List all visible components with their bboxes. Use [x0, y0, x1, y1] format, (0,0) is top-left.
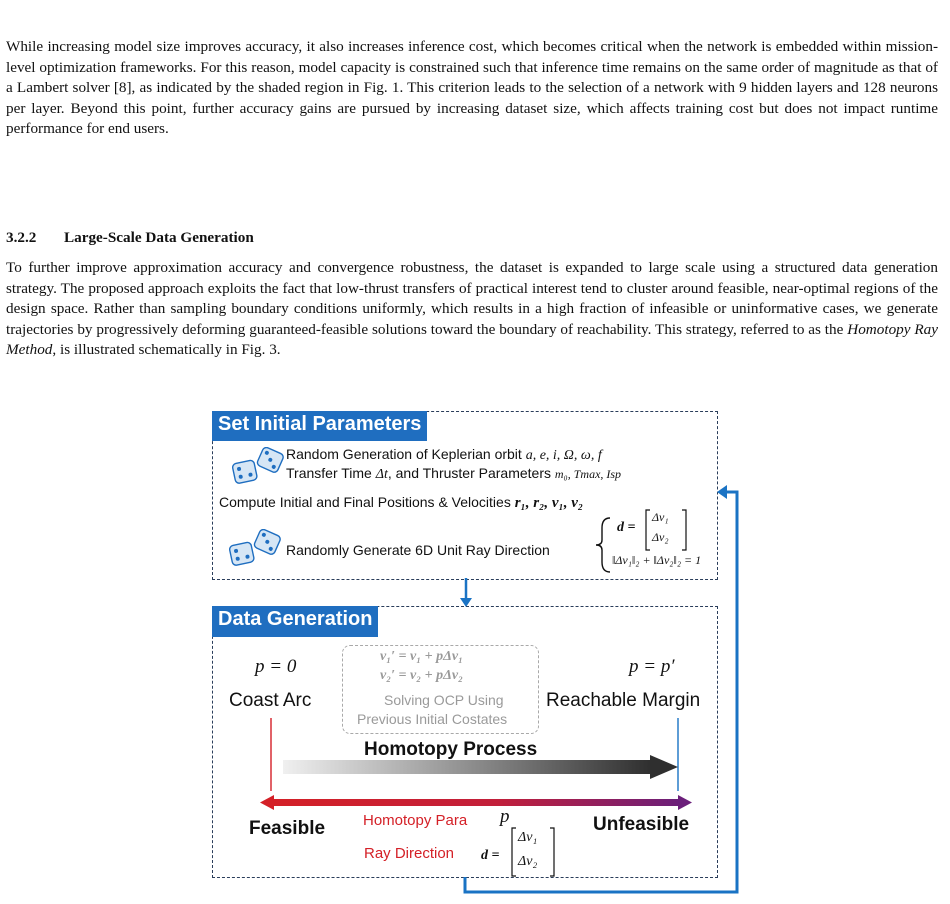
ocp-equation-1: v₁′ = v₁ + pΔv₁ [380, 649, 463, 664]
d-label: d = [617, 520, 636, 535]
paragraph-2-text: To further improve approximation accuracy and convergence robustness, the dataset is expanded to large scale using a structured data generation strategy. The proposed approach exploits the fact that low-thrust transfers of practical interest tend to cluster around feasible, near-optimal regions of the design space. Rather than sampling boundary conditions uniformly, which results in a high fraction of infeasible or uninformative cases, we generate trajectories by progressively deforming guaranteed-feasible solutions toward the boundary of reachability. This strategy, referred to as the [6, 259, 938, 338]
paragraph-2 [6, 258, 938, 361]
thruster-math: m₀, Tmax, Isp [554, 467, 622, 481]
set-initial-parameters-header: Set Initial Parameters [212, 411, 427, 441]
norm-equation: ‖Δv₁‖₂ + ‖Δv₂‖₂ = 1 [612, 553, 702, 567]
ray-direction-line: Randomly Generate 6D Unit Ray Direction [286, 542, 550, 558]
transfer-time-text: Transfer Time [286, 465, 372, 481]
d-top: Δv₁ [652, 510, 669, 524]
compute-math: r₁, r₂, v₁, v₂ [514, 495, 584, 511]
transfer-time-math: Δt [375, 467, 388, 482]
keplerian-math: a, e, i, Ω, ω, f [525, 448, 602, 463]
section-number: 3.2.2 [6, 229, 37, 246]
dice-icon [229, 529, 281, 569]
feedback-loop-arrow [455, 480, 745, 900]
homotopy-process-label: Homotopy Process [364, 739, 538, 760]
method-name: Homotopy Ray Method [6, 320, 938, 359]
unfeasible-label: Unfeasible [593, 814, 690, 835]
section-heading [6, 229, 254, 247]
ocp-text-1: Solving OCP Using [384, 692, 504, 708]
section-title: Large-Scale Data Generation [64, 229, 254, 246]
paragraph-2-tail: , is illustrated schematically in Fig. 3. [52, 341, 281, 359]
dice-icon [232, 447, 284, 487]
p-symbol: p [500, 806, 510, 827]
keplerian-line [286, 446, 602, 464]
d2-label: d = [481, 848, 500, 863]
ocp-text-2: Previous Initial Costates [357, 711, 508, 727]
d2-top: Δv₁ [518, 830, 538, 845]
data-generation-header: Data Generation [212, 606, 378, 637]
d2-bottom: Δv₂ [518, 854, 538, 869]
thruster-text: , and Thruster Parameters [387, 465, 551, 481]
p-zero: p = 0 [255, 656, 297, 677]
feasible-label: Feasible [249, 818, 326, 839]
ray-direction-label: Ray Direction [364, 845, 455, 862]
ocp-equation-2: v₂′ = v₂ + pΔv₂ [380, 668, 463, 683]
keplerian-text: Random Generation of Keplerian orbit [286, 446, 522, 462]
d-bottom: Δv₂ [652, 530, 669, 544]
paragraph-1: While increasing model size improves accuracy, it also increases inference cost, which becomes critical when the network is embedded within mission-level optimization frameworks. For this reason, model capacity is constrained such that inference time remains on the same order of magnitude as that of a Lambert solver [8], as indicated by the shaded region in Fig. 1. This criterion leads to the selection of a network with 9 hidden layers and 128 neurons per layer. Beyond this point, further accuracy gains are pursued by increasing dataset size, which affects training cost but does not impact runtime performance for end users. [6, 38, 938, 138]
reachable-margin-label: Reachable Margin [546, 690, 701, 711]
left-arrow-head [260, 795, 274, 810]
p-prime: p = p′ [629, 656, 675, 677]
coast-arc-label: Coast Arc [229, 690, 312, 711]
compute-text: Compute Initial and Final Positions & Velocities [219, 494, 511, 510]
homotopy-para-label: Homotopy Para [363, 812, 468, 829]
